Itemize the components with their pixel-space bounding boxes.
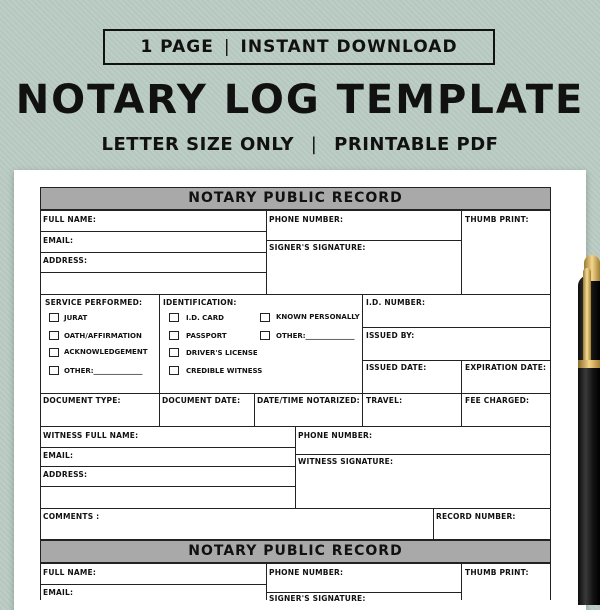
rule: [362, 327, 551, 328]
rule: [40, 563, 551, 564]
issued-by-label: ISSUED BY:: [366, 331, 415, 340]
record-header: NOTARY PUBLIC RECORD: [40, 540, 551, 563]
subtitle: [0, 134, 600, 155]
rule: [159, 294, 160, 426]
checkbox-service-other[interactable]: [49, 366, 59, 375]
option-known-personally: KNOWN PERSONALLY: [276, 313, 360, 321]
witness-signature-label: WITNESS SIGNATURE:: [298, 457, 394, 466]
rule: [40, 231, 266, 232]
witness-address-label: ADDRESS:: [43, 470, 88, 479]
banner-download: INSTANT DOWNLOAD: [240, 37, 458, 57]
rule: [266, 240, 461, 241]
subtitle-separator: |: [310, 134, 318, 155]
rule: [295, 426, 296, 508]
subtitle-size: LETTER SIZE ONLY: [101, 134, 295, 155]
rule: [254, 393, 255, 426]
rule: [433, 508, 434, 539]
rule: [461, 563, 462, 600]
witness-phone-label: PHONE NUMBER:: [298, 431, 373, 440]
document-type-label: DOCUMENT TYPE:: [43, 396, 121, 405]
option-oath: OATH/AFFIRMATION: [64, 332, 142, 340]
subtitle-format: PRINTABLE PDF: [334, 134, 499, 155]
identification-label: IDENTIFICATION:: [163, 298, 237, 307]
frame-left: [40, 563, 41, 600]
phone-number-label: PHONE NUMBER:: [269, 568, 344, 577]
expiration-date-label: EXPIRATION DATE:: [465, 363, 547, 372]
checkbox-passport[interactable]: [169, 331, 179, 340]
rule: [40, 252, 266, 253]
service-performed-label: SERVICE PERFORMED:: [45, 298, 143, 307]
rule: [266, 563, 267, 600]
rule: [40, 393, 551, 394]
travel-label: TRAVEL:: [366, 396, 403, 405]
option-credible-witness: CREDIBLE WITNESS: [186, 367, 263, 375]
option-drivers-license: DRIVER'S LICENSE: [186, 349, 258, 357]
rule: [295, 454, 551, 455]
issued-date-label: ISSUED DATE:: [366, 363, 427, 372]
banner-pages: 1 PAGE: [140, 37, 214, 57]
full-name-label: FULL NAME:: [43, 568, 97, 577]
frame-left: [40, 210, 41, 540]
rule: [461, 210, 462, 294]
rule: [266, 210, 267, 294]
witness-full-name-label: WITNESS FULL NAME:: [43, 431, 139, 440]
checkbox-acknowledgement[interactable]: [49, 348, 59, 357]
rule: [40, 508, 551, 509]
rule: [40, 272, 266, 273]
pen-band-icon: [578, 360, 600, 368]
checkbox-oath[interactable]: [49, 331, 59, 340]
thumb-print-label: THUMB PRINT:: [465, 215, 529, 224]
rule: [40, 294, 551, 295]
checkbox-id-card[interactable]: [169, 313, 179, 322]
checkbox-drivers-license[interactable]: [169, 348, 179, 357]
comments-label: COMMENTS :: [43, 512, 100, 521]
rule: [362, 294, 363, 426]
rule: [266, 592, 461, 593]
banner: [103, 29, 495, 65]
frame-right: [550, 210, 551, 540]
id-number-label: I.D. NUMBER:: [366, 298, 426, 307]
checkbox-credible-witness[interactable]: [169, 366, 179, 375]
rule: [362, 360, 551, 361]
frame-right: [550, 563, 551, 600]
option-service-other: OTHER:______________: [64, 367, 143, 375]
rule: [461, 360, 462, 426]
option-acknowledgement: ACKNOWLEDGEMENT: [64, 348, 148, 356]
signers-signature-label: SIGNER'S SIGNATURE:: [269, 243, 366, 252]
signers-signature-label: SIGNER'S SIGNATURE:: [269, 594, 366, 603]
rule: [40, 466, 295, 467]
record-header: NOTARY PUBLIC RECORD: [40, 187, 551, 210]
record-number-label: RECORD NUMBER:: [436, 512, 516, 521]
banner-separator: |: [223, 37, 231, 57]
checkbox-known-personally[interactable]: [260, 313, 270, 322]
rule: [40, 584, 266, 585]
fee-charged-label: FEE CHARGED:: [465, 396, 530, 405]
checkbox-jurat[interactable]: [49, 313, 59, 322]
page-title: NOTARY LOG TEMPLATE: [15, 77, 585, 123]
phone-number-label: PHONE NUMBER:: [269, 215, 344, 224]
thumb-print-label: THUMB PRINT:: [465, 568, 529, 577]
option-jurat: JURAT: [64, 314, 88, 322]
email-label: EMAIL:: [43, 588, 74, 597]
pen-clip-icon: [583, 268, 591, 368]
address-label: ADDRESS:: [43, 256, 88, 265]
document-date-label: DOCUMENT DATE:: [162, 396, 241, 405]
full-name-label: FULL NAME:: [43, 215, 97, 224]
datetime-notarized-label: DATE/TIME NOTARIZED:: [257, 396, 360, 405]
option-passport: PASSPORT: [186, 332, 227, 340]
checkbox-id-other[interactable]: [260, 331, 270, 340]
email-label: EMAIL:: [43, 236, 74, 245]
witness-email-label: EMAIL:: [43, 451, 74, 460]
option-id-card: I.D. CARD: [186, 314, 224, 322]
rule: [40, 210, 551, 211]
rule: [40, 486, 295, 487]
option-id-other: OTHER:______________: [276, 332, 355, 340]
rule: [40, 447, 295, 448]
